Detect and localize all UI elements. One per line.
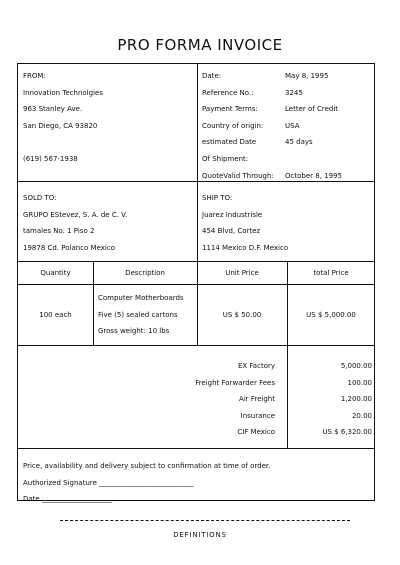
header-unit-price: Unit Price xyxy=(225,269,259,277)
ship-to-label: SHIP TO: xyxy=(202,194,233,202)
header-quantity: Quantity xyxy=(40,269,71,277)
total-label: Freight Forwarder Fees xyxy=(195,378,275,387)
detail-label: Payment Terms: xyxy=(202,105,258,114)
row-total-price: US $ 5,000.00 xyxy=(306,311,356,319)
description-line: Computer Motherboards xyxy=(98,294,184,302)
details-block xyxy=(202,68,342,184)
ship-to-line: 1114 Mexico D.F. Mexico xyxy=(202,243,289,252)
detail-value: October 8, 1995 xyxy=(285,171,342,180)
detail-label: Of Shipment: xyxy=(202,154,249,163)
divider-table-body xyxy=(18,345,374,346)
from-line: San Diego, CA 93820 xyxy=(23,121,98,130)
detail-label: estimated Date xyxy=(202,138,257,147)
row-description xyxy=(98,290,184,340)
sold-to-line: 19878 Cd. Polanco Mexico xyxy=(23,243,115,252)
sold-to-label: SOLD TO: xyxy=(23,194,57,202)
row-unit-price: US $ 50.00 xyxy=(222,311,262,319)
date-line: Date ____________________ xyxy=(23,495,112,504)
sold-to-line: GRUPO EStevez, S. A. de C. V. xyxy=(23,210,128,219)
ship-to-line: 454 Blvd, Cortez xyxy=(202,227,261,236)
detail-label: Reference No.: xyxy=(202,88,254,97)
total-label: Air Freight xyxy=(239,395,275,404)
ship-to-block xyxy=(202,190,288,256)
from-block xyxy=(23,68,103,168)
totals-values xyxy=(322,358,372,441)
header-description: Description xyxy=(125,269,165,277)
definitions-heading: DEFINITIONS xyxy=(173,531,227,539)
from-line: (619) 567-1938 xyxy=(23,154,78,163)
invoice-title: PRO FORMA INVOICE xyxy=(117,36,283,54)
detail-label: QuoteValid Through: xyxy=(202,171,274,180)
from-line: 963 Stanley Ave. xyxy=(23,105,83,114)
total-value: 20.00 xyxy=(351,411,372,420)
from-label: FROM: xyxy=(23,72,46,80)
description-line: Five (5) sealed cartons xyxy=(98,310,178,319)
terms-notice: Price, availability and delivery subject to confirmation at time of order. xyxy=(23,462,271,470)
total-label: Insurance xyxy=(240,411,275,420)
sold-to-block xyxy=(23,190,127,256)
description-line: Gross weight: 10 lbs xyxy=(98,327,170,336)
detail-value: USA xyxy=(285,121,300,130)
from-line xyxy=(23,134,103,151)
total-label: EX Factory xyxy=(237,362,275,370)
footer-block xyxy=(23,458,270,508)
from-line: Innovation Technolgies xyxy=(23,88,103,97)
sold-to-line: tamales No. 1 Piso 2 xyxy=(23,227,95,236)
detail-label: Date: xyxy=(202,72,222,80)
detail-value: 3245 xyxy=(285,88,303,97)
total-value: 1,200.00 xyxy=(340,395,372,404)
header-total-price: total Price xyxy=(313,269,349,277)
detail-value: 45 days xyxy=(285,138,313,147)
totals-labels xyxy=(195,358,275,441)
invoice-frame xyxy=(17,63,375,504)
definitions-separator xyxy=(60,520,350,521)
authorized-signature-line: Authorized Signature ___________________________ xyxy=(23,478,194,487)
detail-label: Country of origin: xyxy=(202,121,264,130)
total-label: CIF Mexico xyxy=(237,428,275,437)
detail-value: May 8, 1995 xyxy=(285,72,329,80)
divider-vertical-top xyxy=(197,64,198,261)
detail-value: Letter of Credit xyxy=(285,105,339,114)
total-value: 5,000.00 xyxy=(340,362,372,370)
total-value: US $ 6,320.00 xyxy=(322,428,372,437)
row-quantity: 100 each xyxy=(39,311,72,319)
total-value: 100.00 xyxy=(347,378,372,387)
divider-totals xyxy=(18,448,374,449)
ship-to-line: Juarez Industrisle xyxy=(202,210,263,219)
